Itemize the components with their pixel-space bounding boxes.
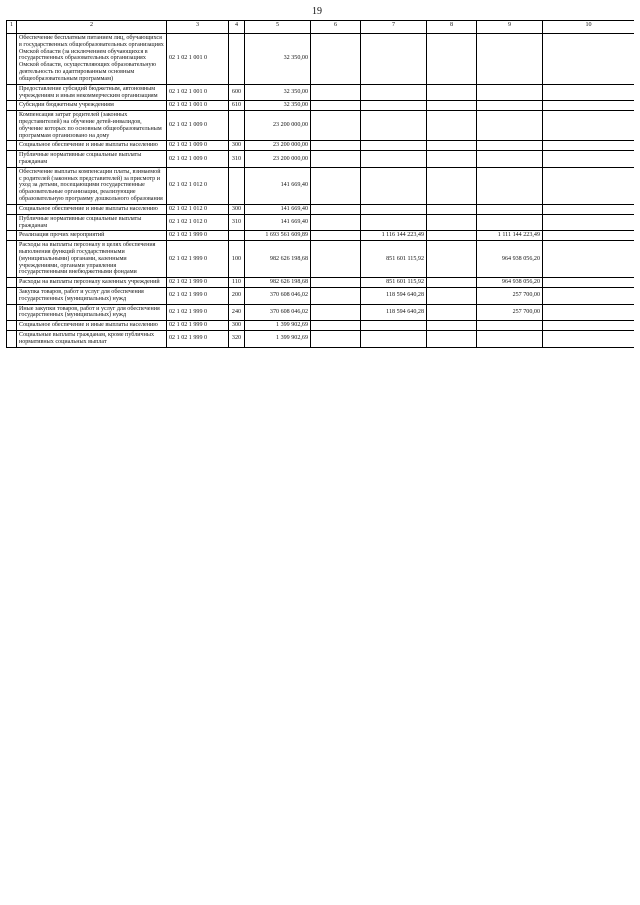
row-amount-col6 bbox=[311, 214, 361, 231]
row-expense-group: 300 bbox=[229, 141, 245, 151]
row-expense-group: 320 bbox=[229, 331, 245, 348]
row-amount-col10 bbox=[543, 321, 635, 331]
row-amount-col8 bbox=[427, 111, 477, 141]
row-amount-col7: 851 601 115,92 bbox=[361, 278, 427, 288]
row-amount-col9 bbox=[477, 141, 543, 151]
row-empty-col1 bbox=[7, 34, 17, 85]
row-expense-group: 300 bbox=[229, 204, 245, 214]
table-row bbox=[7, 34, 635, 85]
row-amount-col9 bbox=[477, 204, 543, 214]
row-amount-col6 bbox=[311, 84, 361, 101]
row-target-code: 02 1 02 1 999 0 bbox=[167, 278, 229, 288]
table-row bbox=[7, 111, 635, 141]
column-header: 2 bbox=[17, 21, 167, 34]
row-amount-col7: 1 116 144 223,49 bbox=[361, 231, 427, 241]
row-description: Социальное обеспечение и иные выплаты населению bbox=[17, 141, 167, 151]
row-amount-col8 bbox=[427, 84, 477, 101]
row-amount-col6 bbox=[311, 331, 361, 348]
row-description: Иные закупки товаров, работ и услуг для обеспечения государственных (муниципальных) нужд bbox=[17, 304, 167, 321]
row-empty-col1 bbox=[7, 241, 17, 278]
row-amount-col8 bbox=[427, 214, 477, 231]
table-body bbox=[7, 34, 635, 348]
row-amount-col8 bbox=[427, 278, 477, 288]
budget-table-container bbox=[6, 20, 634, 898]
row-expense-group: 600 bbox=[229, 84, 245, 101]
row-amount-col7: 118 594 640,28 bbox=[361, 288, 427, 305]
row-amount-col5: 141 669,40 bbox=[245, 167, 311, 204]
header-row bbox=[7, 21, 635, 34]
row-amount-col7 bbox=[361, 34, 427, 85]
row-amount-col5: 23 200 000,00 bbox=[245, 141, 311, 151]
row-amount-col9 bbox=[477, 34, 543, 85]
table-row bbox=[7, 204, 635, 214]
row-target-code: 02 1 02 1 012 0 bbox=[167, 214, 229, 231]
row-amount-col9 bbox=[477, 167, 543, 204]
row-description: Социальное обеспечение и иные выплаты населению bbox=[17, 321, 167, 331]
table-row bbox=[7, 288, 635, 305]
row-amount-col9: 964 938 056,20 bbox=[477, 278, 543, 288]
row-empty-col1 bbox=[7, 321, 17, 331]
table-row bbox=[7, 304, 635, 321]
row-amount-col5: 32 350,00 bbox=[245, 34, 311, 85]
table-row bbox=[7, 151, 635, 168]
row-description: Реализация прочих мероприятий bbox=[17, 231, 167, 241]
row-expense-group: 110 bbox=[229, 278, 245, 288]
row-amount-col9: 1 111 144 223,49 bbox=[477, 231, 543, 241]
row-empty-col1 bbox=[7, 304, 17, 321]
row-amount-col10 bbox=[543, 331, 635, 348]
row-amount-col5: 1 399 902,69 bbox=[245, 331, 311, 348]
column-header: 10 bbox=[543, 21, 635, 34]
row-description: Субсидии бюджетным учреждениям bbox=[17, 101, 167, 111]
row-amount-col10 bbox=[543, 288, 635, 305]
table-row bbox=[7, 167, 635, 204]
row-target-code: 02 1 02 1 999 0 bbox=[167, 304, 229, 321]
row-amount-col7: 118 594 640,28 bbox=[361, 304, 427, 321]
row-amount-col8 bbox=[427, 34, 477, 85]
row-empty-col1 bbox=[7, 101, 17, 111]
row-amount-col8 bbox=[427, 321, 477, 331]
row-amount-col10 bbox=[543, 278, 635, 288]
row-empty-col1 bbox=[7, 214, 17, 231]
row-amount-col6 bbox=[311, 321, 361, 331]
row-amount-col5: 370 608 046,02 bbox=[245, 304, 311, 321]
row-amount-col9 bbox=[477, 321, 543, 331]
row-amount-col6 bbox=[311, 204, 361, 214]
row-amount-col7 bbox=[361, 101, 427, 111]
row-target-code: 02 1 02 1 999 0 bbox=[167, 288, 229, 305]
table-row bbox=[7, 231, 635, 241]
row-target-code: 02 1 02 1 999 0 bbox=[167, 321, 229, 331]
table-row bbox=[7, 101, 635, 111]
row-amount-col7 bbox=[361, 151, 427, 168]
row-expense-group bbox=[229, 231, 245, 241]
row-description: Публичные нормативные социальные выплаты гражданам bbox=[17, 214, 167, 231]
column-header: 7 bbox=[361, 21, 427, 34]
row-amount-col8 bbox=[427, 167, 477, 204]
row-description: Социальные выплаты гражданам, кроме публичных нормативных социальных выплат bbox=[17, 331, 167, 348]
row-amount-col5: 23 200 000,00 bbox=[245, 151, 311, 168]
row-empty-col1 bbox=[7, 111, 17, 141]
row-amount-col10 bbox=[543, 111, 635, 141]
table-row bbox=[7, 321, 635, 331]
row-description: Закупка товаров, работ и услуг для обеспечения государственных (муниципальных) нужд bbox=[17, 288, 167, 305]
row-amount-col6 bbox=[311, 304, 361, 321]
row-amount-col5: 982 626 198,68 bbox=[245, 278, 311, 288]
column-header: 1 bbox=[7, 21, 17, 34]
row-amount-col9 bbox=[477, 101, 543, 111]
row-amount-col5: 1 693 561 609,89 bbox=[245, 231, 311, 241]
row-amount-col8 bbox=[427, 101, 477, 111]
row-empty-col1 bbox=[7, 231, 17, 241]
row-amount-col5: 1 399 902,69 bbox=[245, 321, 311, 331]
row-amount-col5: 370 608 046,02 bbox=[245, 288, 311, 305]
row-target-code: 02 1 02 1 999 0 bbox=[167, 231, 229, 241]
budget-table bbox=[6, 20, 634, 348]
row-amount-col9 bbox=[477, 151, 543, 168]
column-header: 8 bbox=[427, 21, 477, 34]
row-amount-col5: 982 626 198,68 bbox=[245, 241, 311, 278]
row-empty-col1 bbox=[7, 84, 17, 101]
row-amount-col9 bbox=[477, 331, 543, 348]
row-target-code: 02 1 02 1 001 0 bbox=[167, 34, 229, 85]
row-amount-col6 bbox=[311, 241, 361, 278]
row-amount-col9 bbox=[477, 111, 543, 141]
row-description: Расходы на выплаты персоналу казенных учреждений bbox=[17, 278, 167, 288]
table-row bbox=[7, 331, 635, 348]
row-amount-col6 bbox=[311, 288, 361, 305]
column-header: 3 bbox=[167, 21, 229, 34]
row-target-code: 02 1 02 1 012 0 bbox=[167, 204, 229, 214]
table-row bbox=[7, 214, 635, 231]
row-amount-col7 bbox=[361, 214, 427, 231]
row-expense-group bbox=[229, 167, 245, 204]
row-amount-col10 bbox=[543, 151, 635, 168]
row-amount-col5: 23 200 000,00 bbox=[245, 111, 311, 141]
row-empty-col1 bbox=[7, 278, 17, 288]
row-amount-col7: 851 601 115,92 bbox=[361, 241, 427, 278]
row-empty-col1 bbox=[7, 151, 17, 168]
row-empty-col1 bbox=[7, 331, 17, 348]
row-amount-col10 bbox=[543, 101, 635, 111]
row-amount-col6 bbox=[311, 34, 361, 85]
row-amount-col6 bbox=[311, 101, 361, 111]
column-header: 4 bbox=[229, 21, 245, 34]
row-amount-col6 bbox=[311, 231, 361, 241]
row-amount-col7 bbox=[361, 167, 427, 204]
row-amount-col7 bbox=[361, 204, 427, 214]
row-amount-col8 bbox=[427, 288, 477, 305]
row-empty-col1 bbox=[7, 204, 17, 214]
row-empty-col1 bbox=[7, 288, 17, 305]
row-amount-col8 bbox=[427, 304, 477, 321]
row-description: Обеспечение выплаты компенсации платы, взимаемой с родителей (законных представителей) за присмотр и уход за детьми, посещающими государственные образовательные организации, реализующие образовательную программу дошкольного образования bbox=[17, 167, 167, 204]
row-expense-group: 310 bbox=[229, 214, 245, 231]
row-target-code: 02 1 02 1 009 0 bbox=[167, 111, 229, 141]
page-number: 19 bbox=[312, 6, 322, 17]
row-description: Расходы на выплаты персоналу в целях обеспечения выполнения функций государственными (муниципальными) органами, казенными учреждениями, органами управления государственными внебюджетными фондами bbox=[17, 241, 167, 278]
row-empty-col1 bbox=[7, 141, 17, 151]
row-amount-col7 bbox=[361, 84, 427, 101]
column-header: 6 bbox=[311, 21, 361, 34]
row-amount-col5: 32 350,00 bbox=[245, 101, 311, 111]
row-target-code: 02 1 02 1 999 0 bbox=[167, 241, 229, 278]
row-expense-group bbox=[229, 111, 245, 141]
row-description: Социальное обеспечение и иные выплаты населению bbox=[17, 204, 167, 214]
row-amount-col8 bbox=[427, 331, 477, 348]
row-amount-col9: 257 700,00 bbox=[477, 304, 543, 321]
row-amount-col10 bbox=[543, 241, 635, 278]
row-amount-col6 bbox=[311, 151, 361, 168]
row-target-code: 02 1 02 1 001 0 bbox=[167, 84, 229, 101]
row-description: Компенсация затрат родителей (законных представителей) на обучение детей-инвалидов, обучение которых по основным общеобразовательным программам организовано на дому bbox=[17, 111, 167, 141]
row-amount-col10 bbox=[543, 231, 635, 241]
column-header: 9 bbox=[477, 21, 543, 34]
row-amount-col10 bbox=[543, 84, 635, 101]
row-amount-col5: 141 669,40 bbox=[245, 214, 311, 231]
table-row bbox=[7, 84, 635, 101]
row-amount-col6 bbox=[311, 141, 361, 151]
row-target-code: 02 1 02 1 001 0 bbox=[167, 101, 229, 111]
row-expense-group bbox=[229, 34, 245, 85]
row-amount-col8 bbox=[427, 231, 477, 241]
row-amount-col7 bbox=[361, 141, 427, 151]
row-target-code: 02 1 02 1 009 0 bbox=[167, 151, 229, 168]
row-amount-col10 bbox=[543, 167, 635, 204]
row-amount-col9: 257 700,00 bbox=[477, 288, 543, 305]
row-amount-col7 bbox=[361, 331, 427, 348]
row-target-code: 02 1 02 1 009 0 bbox=[167, 141, 229, 151]
row-description: Обеспечение бесплатным питанием лиц, обучающихся в государственных общеобразовательных организациях Омской области (за исключением обучающихся в государственных образовательных организациях Омской области, осуществляющих образовательную деятельность по адаптированным основным общеобразовательным программам) bbox=[17, 34, 167, 85]
row-amount-col9 bbox=[477, 214, 543, 231]
row-expense-group: 610 bbox=[229, 101, 245, 111]
row-amount-col6 bbox=[311, 167, 361, 204]
row-description: Публичные нормативные социальные выплаты гражданам bbox=[17, 151, 167, 168]
row-amount-col6 bbox=[311, 278, 361, 288]
row-expense-group: 240 bbox=[229, 304, 245, 321]
row-amount-col10 bbox=[543, 304, 635, 321]
row-amount-col8 bbox=[427, 141, 477, 151]
row-empty-col1 bbox=[7, 167, 17, 204]
row-amount-col10 bbox=[543, 204, 635, 214]
row-amount-col5: 32 350,00 bbox=[245, 84, 311, 101]
table-row bbox=[7, 141, 635, 151]
column-header: 5 bbox=[245, 21, 311, 34]
table-row bbox=[7, 241, 635, 278]
row-amount-col8 bbox=[427, 151, 477, 168]
row-amount-col7 bbox=[361, 321, 427, 331]
row-expense-group: 100 bbox=[229, 241, 245, 278]
row-amount-col8 bbox=[427, 204, 477, 214]
row-target-code: 02 1 02 1 999 0 bbox=[167, 331, 229, 348]
table-row bbox=[7, 278, 635, 288]
row-expense-group: 310 bbox=[229, 151, 245, 168]
row-target-code: 02 1 02 1 012 0 bbox=[167, 167, 229, 204]
row-amount-col7 bbox=[361, 111, 427, 141]
row-description: Предоставление субсидий бюджетным, автономным учреждениям и иным некоммерческим организациям bbox=[17, 84, 167, 101]
row-amount-col6 bbox=[311, 111, 361, 141]
row-expense-group: 300 bbox=[229, 321, 245, 331]
row-amount-col9 bbox=[477, 84, 543, 101]
row-expense-group: 200 bbox=[229, 288, 245, 305]
row-amount-col10 bbox=[543, 141, 635, 151]
row-amount-col10 bbox=[543, 34, 635, 85]
row-amount-col8 bbox=[427, 241, 477, 278]
row-amount-col5: 141 669,40 bbox=[245, 204, 311, 214]
row-amount-col9: 964 938 056,20 bbox=[477, 241, 543, 278]
row-amount-col10 bbox=[543, 214, 635, 231]
